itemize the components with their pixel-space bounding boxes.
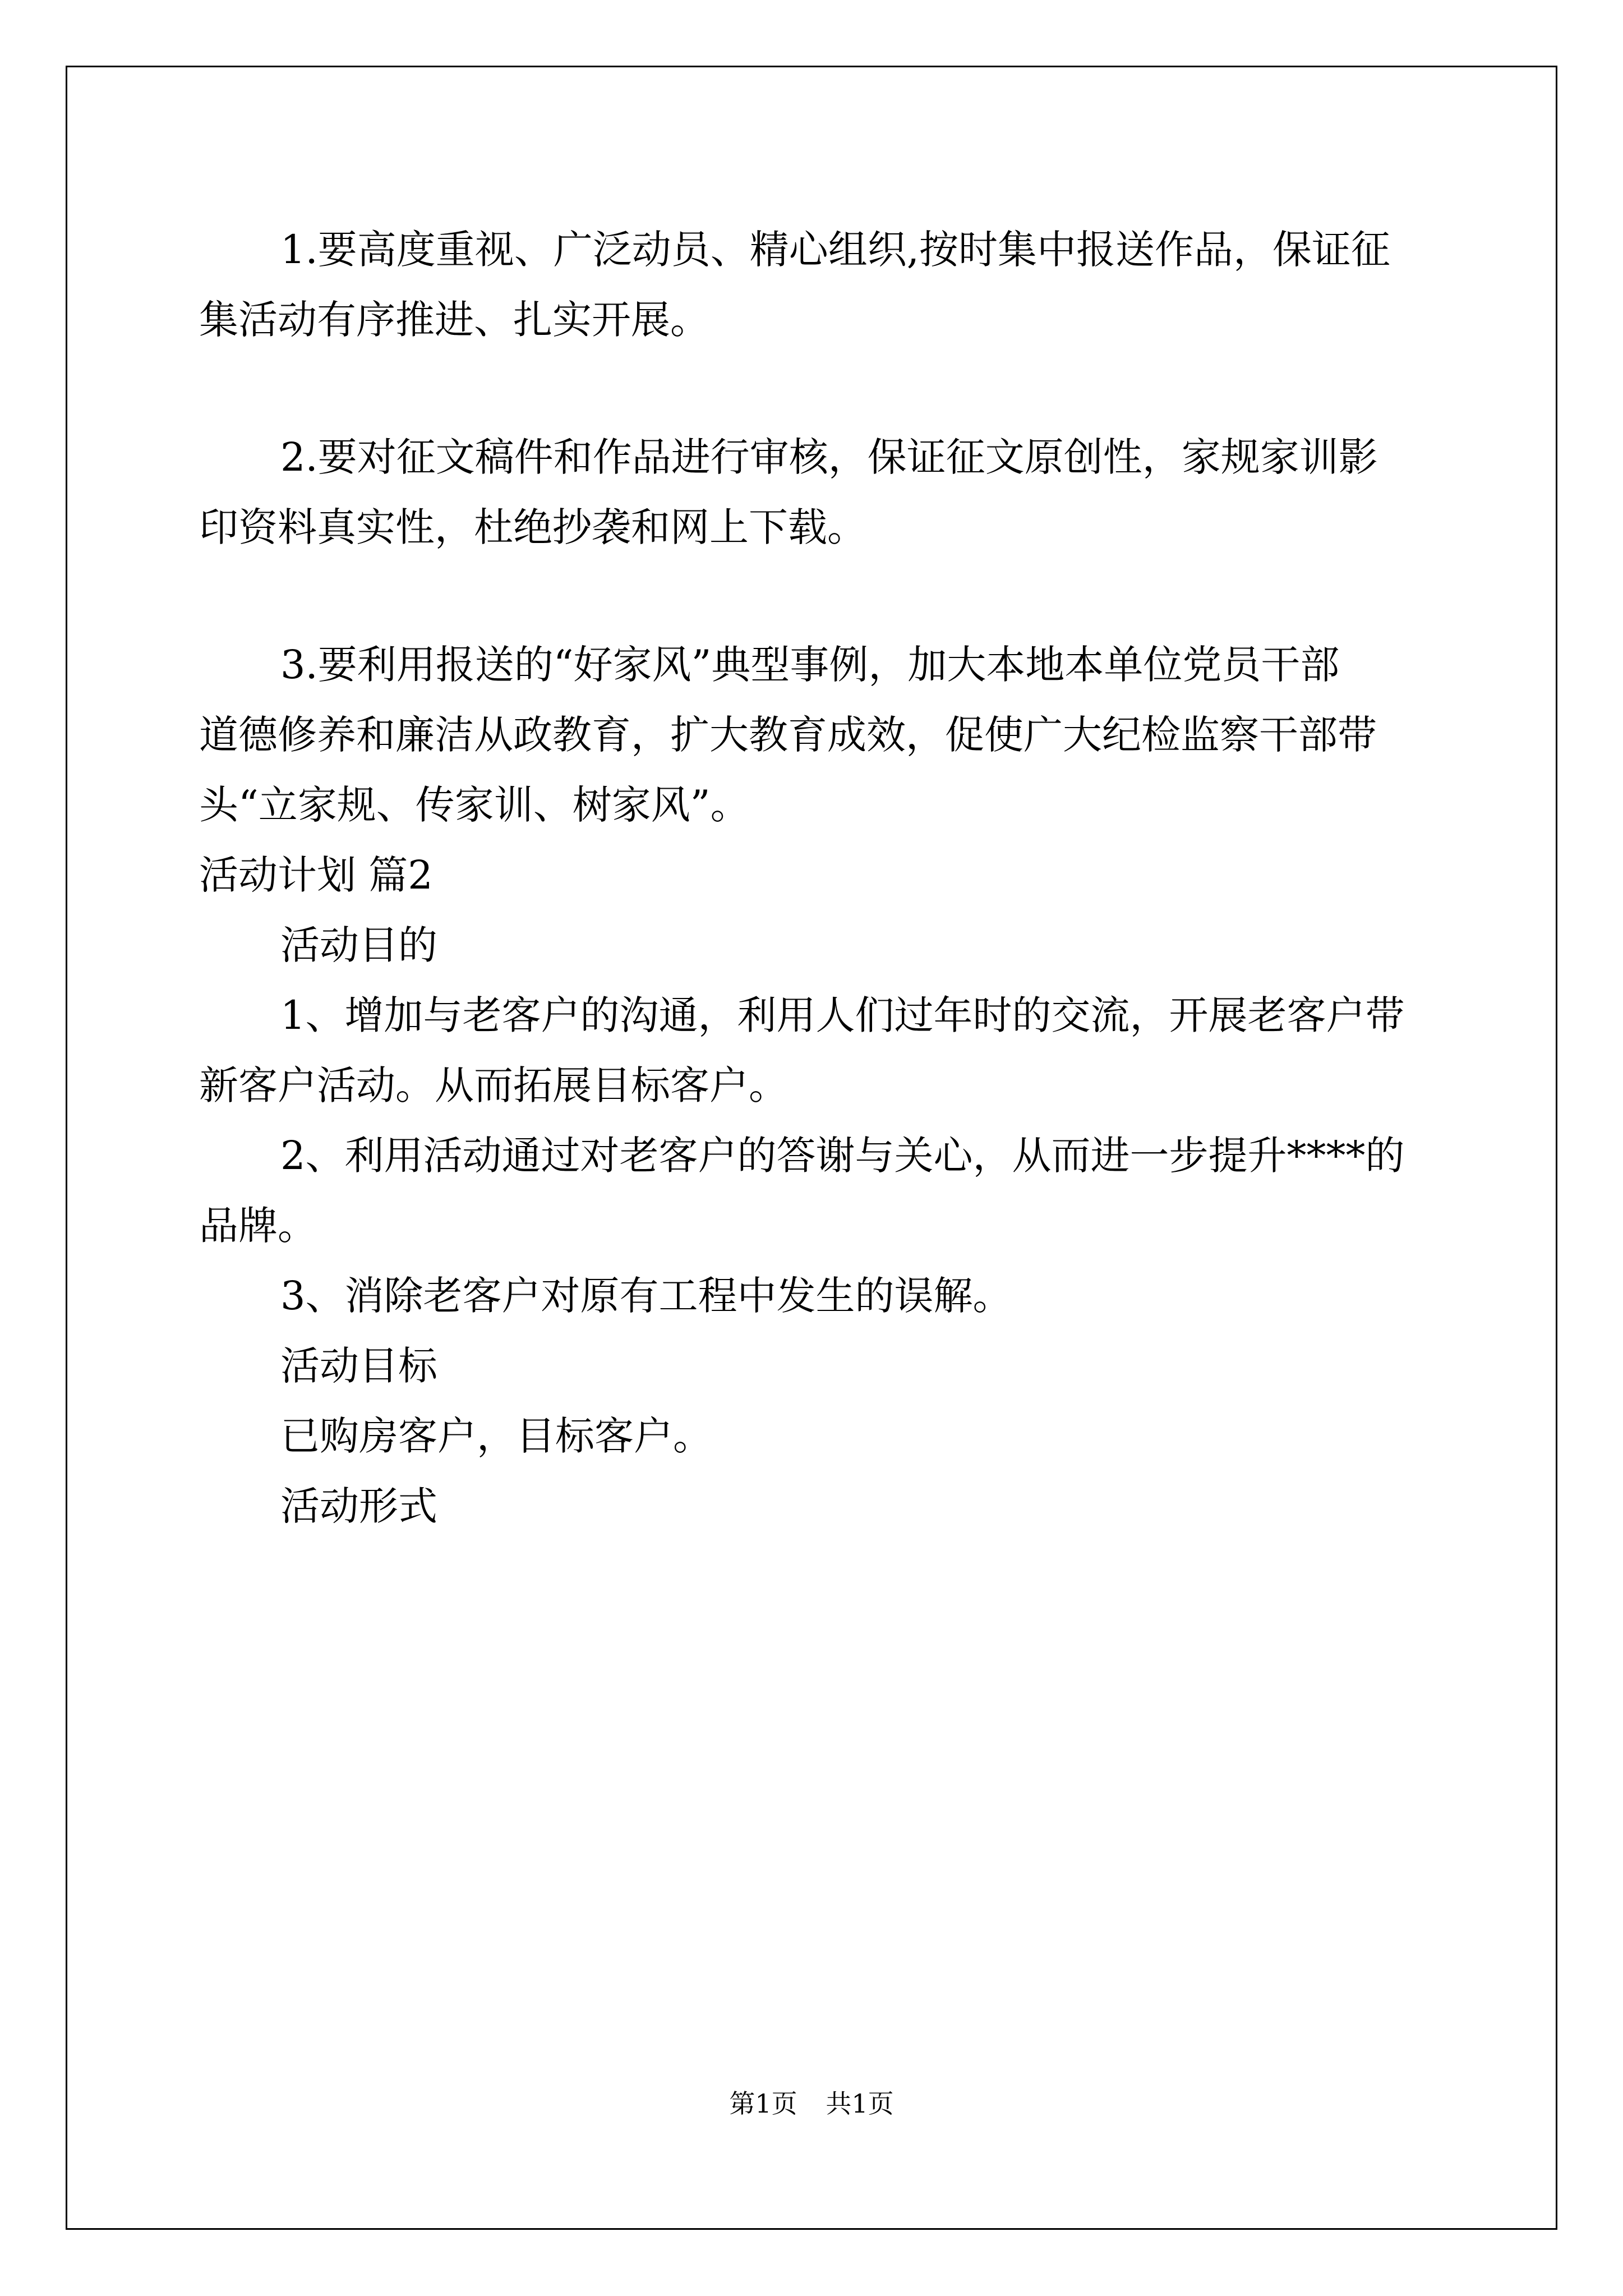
heading-activity-target: 活动目标 [280,1343,437,1389]
paragraph-2-line-2: 印资料真实性，杜绝抄袭和网上下载。 [199,504,866,550]
paragraph-2-line-1: 2.要对征文稿件和作品进行审核，保证征文原创性，家规家训影 [280,434,1378,480]
paragraph-3-line-3: 头“立家规、传家训、树家风”。 [199,782,750,828]
heading-activity-purpose: 活动目的 [280,922,437,968]
page-total: 共1页 [826,2088,894,2119]
page-number: 第1页 [729,2088,797,2119]
purpose-2-line-1: 2、利用活动通过对老客户的答谢与关心，从而进一步提升****的 [280,1133,1405,1179]
paragraph-1-line-2: 集活动有序推进、扎实开展。 [199,297,709,343]
target-text: 已购房客户，目标客户。 [280,1413,712,1459]
paragraph-3-line-1: 3.要利用报送的“好家风”典型事例，加大本地本单位党员干部 [280,642,1340,688]
purpose-1-line-1: 1、增加与老客户的沟通，利用人们过年时的交流，开展老客户带 [280,992,1405,1038]
paragraph-1-line-1: 1.要高度重视、广泛动员、精心组织,按时集中报送作品，保证征 [280,227,1391,273]
page-footer [0,2087,1623,2120]
paragraph-3-line-2: 道德修养和廉洁从政教育，扩大教育成效，促使广大纪检监察干部带 [199,712,1377,758]
purpose-1-line-2: 新客户活动。从而拓展目标客户。 [199,1062,788,1108]
heading-activity-form: 活动形式 [280,1483,437,1529]
purpose-2-line-2: 品牌。 [199,1203,317,1249]
section-heading: 活动计划 篇2 [199,852,433,898]
purpose-3: 3、消除老客户对原有工程中发生的误解。 [280,1273,1012,1319]
